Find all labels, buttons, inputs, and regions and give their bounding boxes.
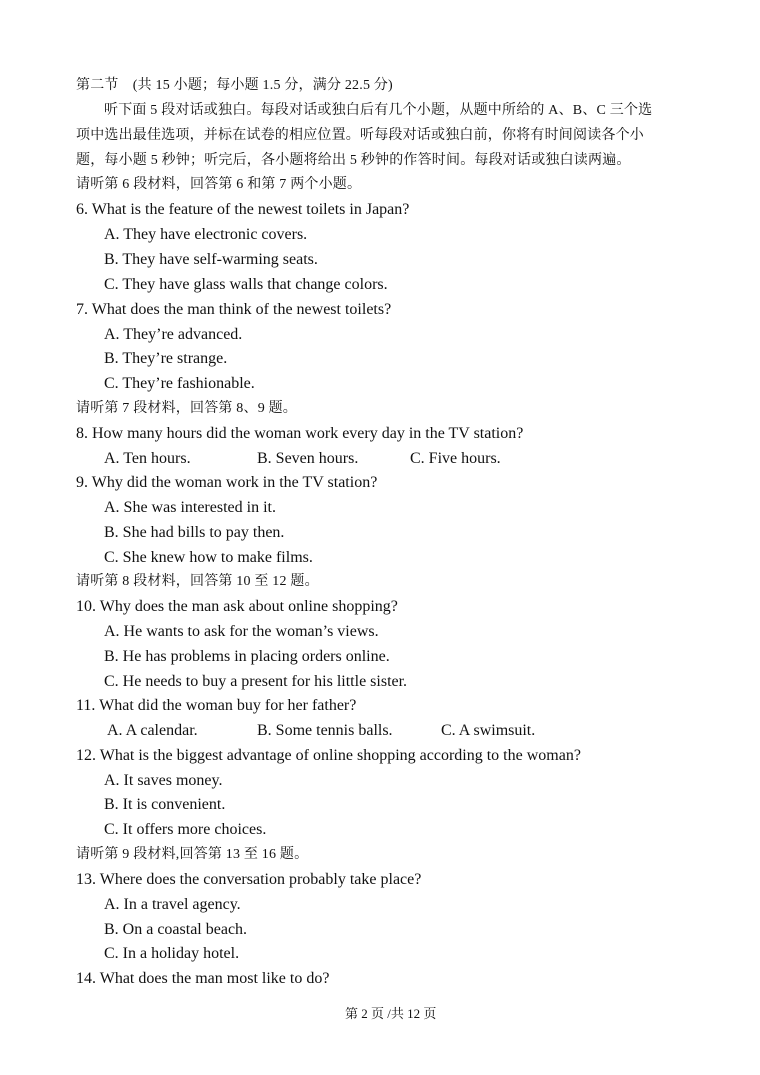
question-12: 12. What is the biggest advantage of online shopping according to the woman? bbox=[76, 747, 581, 764]
question-7-option-b: B. They’re strange. bbox=[104, 350, 228, 367]
question-13: 13. Where does the conversation probably take place? bbox=[76, 871, 422, 888]
question-9: 9. Why did the woman work in the TV station? bbox=[76, 474, 378, 491]
question-6-option-c: C. They have glass walls that change colors. bbox=[104, 276, 388, 293]
instructions-line-3: 题，每小题 5 秒钟；听完后，各小题将给出 5 秒钟的作答时间。每段对话或独白读两遍。 bbox=[76, 153, 631, 168]
question-6-option-b: B. They have self-warming seats. bbox=[104, 251, 318, 268]
question-13-option-a: A. In a travel agency. bbox=[104, 896, 241, 913]
question-10: 10. Why does the man ask about online shopping? bbox=[76, 598, 398, 615]
question-8-option-c: C. Five hours. bbox=[410, 450, 501, 467]
question-10-option-c: C. He needs to buy a present for his little sister. bbox=[104, 673, 408, 690]
question-6-option-a: A. They have electronic covers. bbox=[104, 226, 308, 243]
question-12-option-a: A. It saves money. bbox=[104, 772, 223, 789]
instructions-line-1: 听下面 5 段对话或独白。每段对话或独白后有几个小题，从题中所给的 A、B、C 三个选 bbox=[104, 103, 653, 118]
material-note-7: 请听第 7 段材料，回答第 8、9 题。 bbox=[76, 401, 297, 416]
material-note-9: 请听第 9 段材料,回答第 13 至 16 题。 bbox=[76, 847, 309, 862]
page-number-footer: 第 2 页 /共 12 页 bbox=[345, 1006, 437, 1021]
question-7-option-a: A. They’re advanced. bbox=[104, 326, 243, 343]
question-8-option-b: B. Seven hours. bbox=[257, 450, 359, 467]
question-13-option-c: C. In a holiday hotel. bbox=[104, 945, 240, 962]
question-6: 6. What is the feature of the newest toilets in Japan? bbox=[76, 201, 410, 218]
question-9-option-b: B. She had bills to pay then. bbox=[104, 524, 285, 541]
question-14: 14. What does the man most like to do? bbox=[76, 970, 330, 987]
instructions-line-2: 项中选出最佳选项，并标在试卷的相应位置。听每段对话或独白前，你将有时间阅读各个小 bbox=[76, 128, 644, 143]
question-11-option-b: B. Some tennis balls. bbox=[257, 722, 393, 739]
section-heading: 第二节 (共 15 小题；每小题 1.5 分，满分 22.5 分) bbox=[76, 78, 393, 93]
question-9-option-c: C. She knew how to make films. bbox=[104, 549, 313, 566]
material-note-6: 请听第 6 段材料，回答第 6 和第 7 两个小题。 bbox=[76, 177, 362, 192]
question-7: 7. What does the man think of the newest toilets? bbox=[76, 301, 392, 318]
question-10-option-a: A. He wants to ask for the woman’s views. bbox=[104, 623, 379, 640]
question-11-option-a: A. A calendar. bbox=[107, 722, 198, 739]
material-note-8: 请听第 8 段材料，回答第 10 至 12 题。 bbox=[76, 574, 319, 589]
question-11-option-c: C. A swimsuit. bbox=[441, 722, 536, 739]
question-13-option-b: B. On a coastal beach. bbox=[104, 921, 248, 938]
question-7-option-c: C. They’re fashionable. bbox=[104, 375, 255, 392]
question-12-option-c: C. It offers more choices. bbox=[104, 821, 267, 838]
question-8: 8. How many hours did the woman work every day in the TV station? bbox=[76, 425, 524, 442]
question-9-option-a: A. She was interested in it. bbox=[104, 499, 276, 516]
question-12-option-b: B. It is convenient. bbox=[104, 796, 226, 813]
question-11: 11. What did the woman buy for her father? bbox=[76, 697, 357, 714]
question-8-option-a: A. Ten hours. bbox=[104, 450, 191, 467]
question-10-option-b: B. He has problems in placing orders online. bbox=[104, 648, 390, 665]
